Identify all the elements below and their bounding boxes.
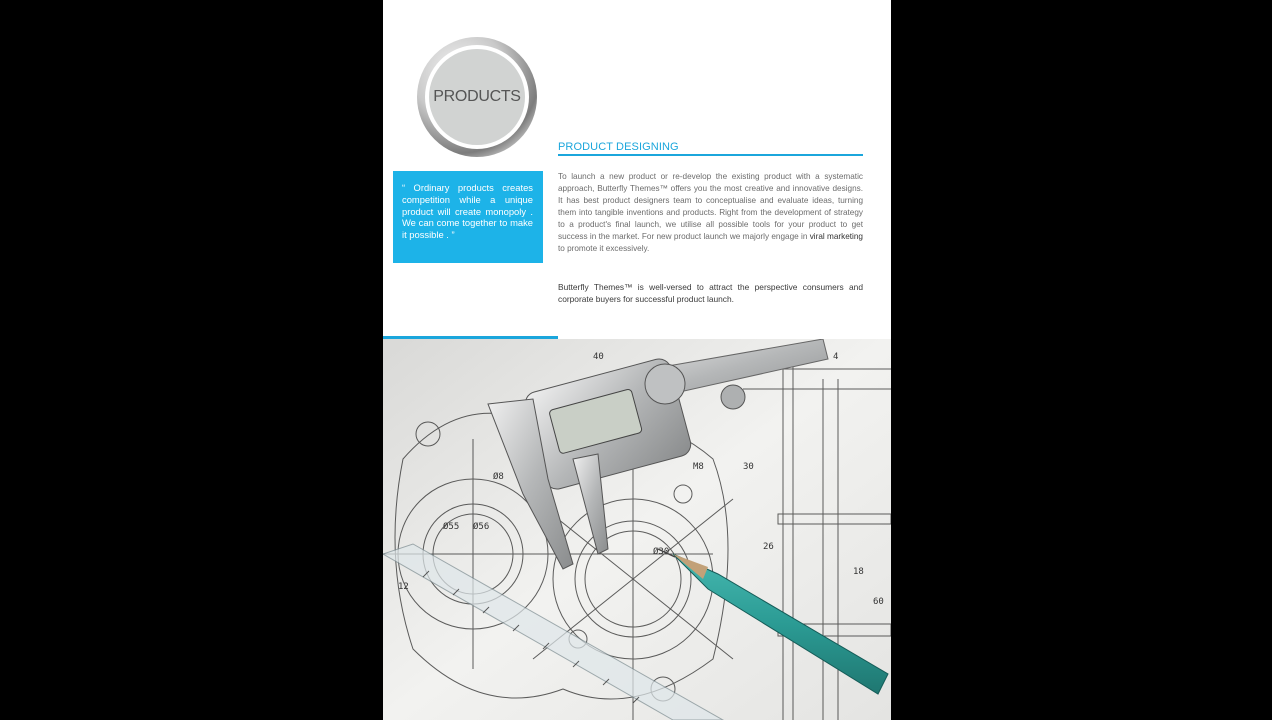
body-paragraph-2: Butterfly Themes™ is well-versed to attract the perspective consumers and corporate buyers for successful product launch. [558, 282, 863, 304]
technical-drawing-photo [383, 339, 891, 720]
svg-text:Ø56: Ø56 [473, 522, 490, 532]
quote-box [393, 171, 543, 263]
body-paragraph-1 [558, 171, 863, 255]
viral-marketing-emphasis: viral marketing [809, 232, 863, 241]
section-title-underline [558, 154, 863, 156]
svg-text:4: 4 [833, 352, 839, 362]
svg-text:Ø30: Ø30 [653, 547, 670, 557]
section-title: PRODUCT DESIGNING [558, 141, 679, 153]
svg-text:60: 60 [873, 597, 884, 607]
products-badge [417, 37, 537, 157]
body-paragraph-1-start: To launch a new product or re-develop the existing product with a systematic approach, Butterfly Themes™ offers you the most creative and innovative designs. It has best product designers team to conceptualise and evaluate ideas, turning them into tangible inventions and products. Right from the development of strategy to a product's final launch, we utilise all possible tools for your product to get success in the market. For new product launch we majorly engage in [558, 172, 863, 241]
technical-drawing-image [383, 339, 891, 720]
svg-text:40: 40 [593, 352, 604, 362]
svg-text:18: 18 [853, 567, 864, 577]
badge-core [429, 49, 525, 145]
badge-label: PRODUCTS [433, 88, 521, 105]
svg-text:30: 30 [743, 462, 754, 472]
svg-text:Ø8: Ø8 [493, 472, 504, 482]
svg-text:M8: M8 [693, 462, 704, 472]
svg-text:12: 12 [398, 582, 409, 592]
badge-ring [425, 45, 529, 149]
body-paragraph-1-end: to promote it excessively. [558, 244, 650, 253]
quote-text: “ Ordinary products creates competition while a unique product will create monopoly . We can come together to make it possible . ” [402, 182, 533, 241]
brochure-page [383, 0, 891, 720]
svg-text:26: 26 [763, 542, 774, 552]
svg-text:Ø55: Ø55 [443, 522, 460, 532]
